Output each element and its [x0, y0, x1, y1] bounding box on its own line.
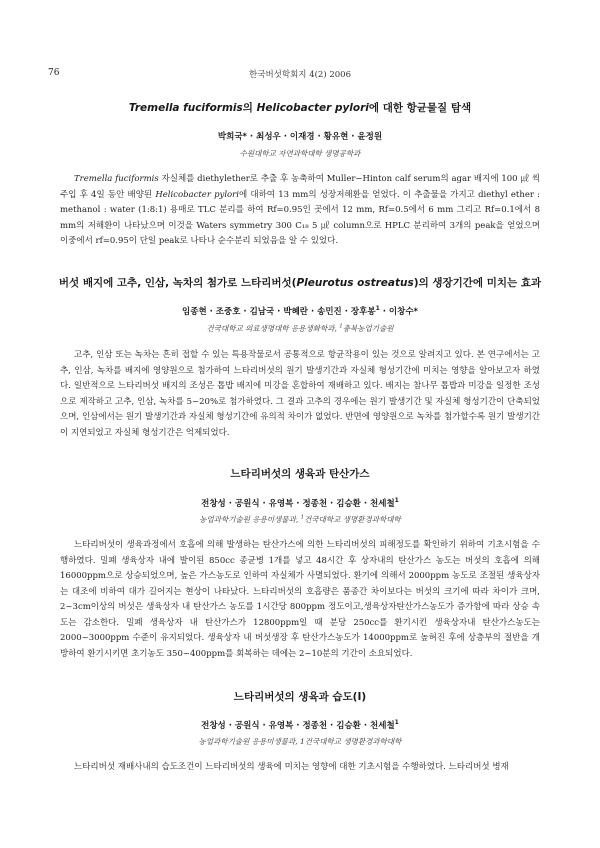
- article-title: 버섯 배지에 고추, 인삼, 녹차의 첨가로 느타리버섯(Pleurotus ostreatus)의 생장기간에 미치는 효과: [58, 277, 542, 289]
- species-name: Helicobacter pylori: [155, 189, 239, 200]
- article-abstract: [60, 172, 540, 250]
- journal-name: 한국버섯학회지 4(2) 2006: [249, 70, 351, 80]
- abstract-text: 자실체를 diethylether로 추출 후 농축하여 Muller−Hinton calf serum의 agar 배지에 100 ㎕ 씩 주입 후 4일 동안 배양된: [60, 174, 540, 200]
- page-number: 76: [48, 68, 60, 78]
- article-title: Tremella fuciformis의 Helicobacter pylori에 대한 항균물질 탐색: [128, 102, 472, 114]
- article-title: 느타리버섯의 생육과 습도(Ⅰ): [233, 691, 367, 703]
- species-name: Tremella fuciformis: [74, 174, 159, 184]
- abstract-text: 고추, 인삼 또는 녹차는 흔히 접할 수 있는 특용작물로서 공통적으로 항균작용이 있는 것으로 알려지고 있다. 본 연구에서는 고추, 인삼, 녹차를 배지에 영양원으로 첨가하여 느타리버섯의 원기 발생기간과 자실체 형성기간에 미치는 영향을 알아보고자 하였다. 일반적으로 느타리버섯 배지의 조성은 톱밥 배지에 미강을 혼합하여 재배하고 있다. 배지는 참나무 톱밥과 미강을 일정한 조성으로 제작하고 고추, 인삼, 녹차를 5~20%로 첨가하였다. 그 결과 고추의 경우에는 원기 발생기간 및 자실체 형성기간이 단축되었으며, 인삼에서는 원기 발생기간과 자실체 형성기간에 유의적 차이가 없었다. 반면에 영양원으로 녹차를 첨가할수록 원기 발생기간이 지연되었고 자실체 형성기간은 억제되었다.: [60, 350, 540, 438]
- article-authors: 전창성 · 공원식 · 유영복 · 정종천 · 김승환 · 천세철$^1$: [201, 719, 399, 731]
- article-affiliation: 농업과학기술원 응용미생물과, $^1$건국대학교 생명환경과학대학: [199, 514, 401, 524]
- abstract-text: 느타리버섯 재배사내의 습도조건이 느타리버섯의 생육에 미치는 영향에 대한 기초시험을 수행하였다. 느타리버섯 병재: [74, 762, 509, 772]
- article-abstract: [60, 538, 540, 662]
- article-affiliation: 건국대학교 의료생명대학 응용생화학과, $^1$충북농업기술원: [206, 323, 394, 333]
- abstract-text: 에 대하여 13 mm의 성장저해환을 얻었다. 이 추출물을 가지고 diethyl ether : methanol : water (1:8:1) 용매로 TLC 분리를 하여 Rf=0.95인 곳에서 12 mm, Rf=0.5에서 6 mm 그리고 Rf=0.1에서 8 mm의 저해환이 나타났으며 이것을 Waters symmetry 300 C₁₈ 5 ㎕ column으로 HPLC 분리하여 3개의 peak을 얻었으며 이중에서 rf=0.95이 단일 peak로 나타나 순수분리 되었음을 알 수 있었다.: [60, 189, 540, 246]
- article-abstract: [60, 348, 540, 441]
- article-authors: 전창성 · 공원식 · 유영복 · 정종천 · 김승환 · 천세철$^1$: [201, 497, 399, 509]
- article-authors: 박희국* · 최성우 · 이재경 · 황유현 · 윤정원: [217, 132, 383, 142]
- article-affiliation: 농업과학기술원 응용미생물과, 1건국대학교 생명환경과학대학: [198, 737, 402, 746]
- running-header: [48, 68, 552, 82]
- article-abstract: [60, 760, 540, 776]
- article-title: 느타리버섯의 생육과 탄산가스: [230, 468, 370, 480]
- article-authors: 임종현 · 조중호 · 김남국 · 박혜란 · 송민진 · 장후봉$^1$ · 이창수*: [182, 305, 418, 317]
- abstract-text: 느타리버섯이 생육과정에서 호흡에 의해 발생하는 탄산가스에 의한 느타리버섯의 피해정도를 확인하기 위하여 기초시험을 수행하였다. 밀폐 생육상자 내에 발이된 850cc 종균병 1개를 넣고 48시간 후 상자내의 탄산가스 농도는 버섯의 호흡에 의해 16000ppm으로 상승되었으며, 높은 가스농도로 인하여 자실체가 사멸되었다. 환기에 의해서 2000ppm 농도로 조절된 생육상자는 대조에 비하여 대가 길어지는 현상이 나타났다. 느타리버섯의 호흡량은 품종간 차이보다는 버섯의 크기에 따라 차이가 크며, 2~3cm이상의 버섯은 생육상자 내 탄산가스 농도를 1시간당 800ppm 정도이고,생육상자탄산가스농도가 증가함에 따라 상승 속도는 감소한다. 밀폐 생육상자 내 탄산가스가 12800ppm일 때 분당 250cc를 환기시킨 생육상자내 탄산가스농도는 2000~3000ppm 수준이 유지되었다. 생육상자 내 버섯생장 후 탄산가스농도가 14000ppm로 높혀진 후에 상층부의 절반을 개방하여 환기시키면 초기농도 350~400ppm를 회복하는 데에는 2~10분의 기간이 소요되었다.: [60, 540, 540, 659]
- article-affiliation: 수원대학교 자연과학대학 생명공학과: [239, 149, 361, 158]
